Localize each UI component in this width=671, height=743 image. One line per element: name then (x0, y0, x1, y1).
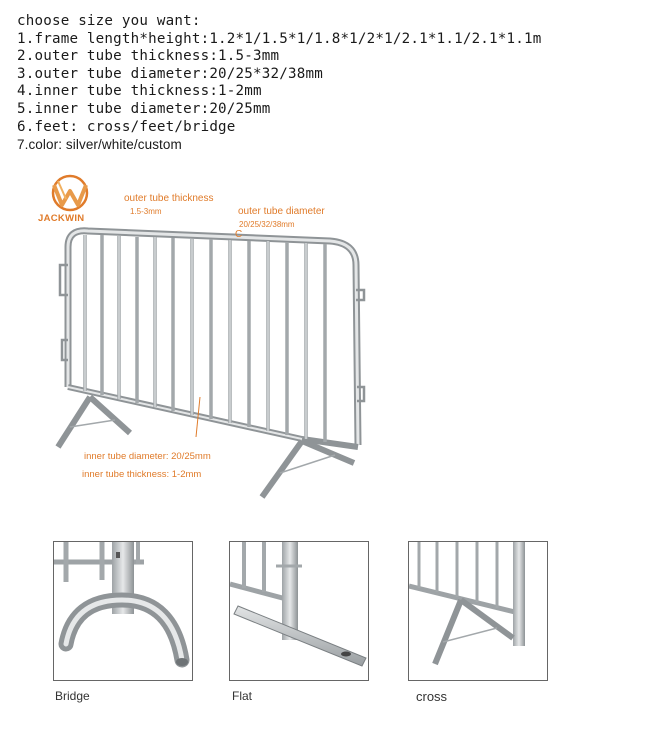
bridge-foot-image (53, 541, 193, 681)
outer-diameter-label: outer tube diameter (238, 206, 325, 217)
inner-thickness-label: inner tube thickness: 1-2mm (82, 469, 202, 480)
spec-color: 7.color: silver/white/custom (17, 137, 182, 153)
bridge-caption: Bridge (55, 689, 90, 703)
outer-thickness-value: 1.5-3mm (130, 207, 162, 216)
spec-frame-size: 1.frame length*height:1.2*1/1.5*1/1.8*1/2*1/2.1*1.1/2.1*1.1m (17, 30, 542, 47)
flat-caption: Flat (232, 689, 253, 703)
svg-text:C: C (235, 229, 243, 240)
logo-text: JACKWIN (38, 213, 85, 224)
spec-list (17, 13, 657, 154)
outer-thickness-label: outer tube thickness (124, 193, 214, 204)
cross-foot-image (408, 541, 548, 681)
outer-diameter-value: 20/25/32/38mm (239, 220, 295, 229)
spec-feet: 6.feet: cross/feet/bridge (17, 118, 236, 135)
spec-outer-thickness: 2.outer tube thickness:1.5-3mm (17, 48, 280, 65)
flat-foot-image (229, 541, 369, 681)
spec-inner-thickness: 4.inner tube thickness:1-2mm (17, 83, 262, 100)
spec-inner-diameter: 5.inner tube diameter:20/25mm (17, 100, 271, 117)
cross-caption: cross (416, 689, 448, 704)
inner-diameter-label: inner tube diameter: 20/25mm (84, 451, 211, 462)
spec-outer-diameter: 3.outer tube diameter:20/25*32/38mm (17, 65, 323, 82)
spec-heading: choose size you want: (17, 13, 201, 29)
